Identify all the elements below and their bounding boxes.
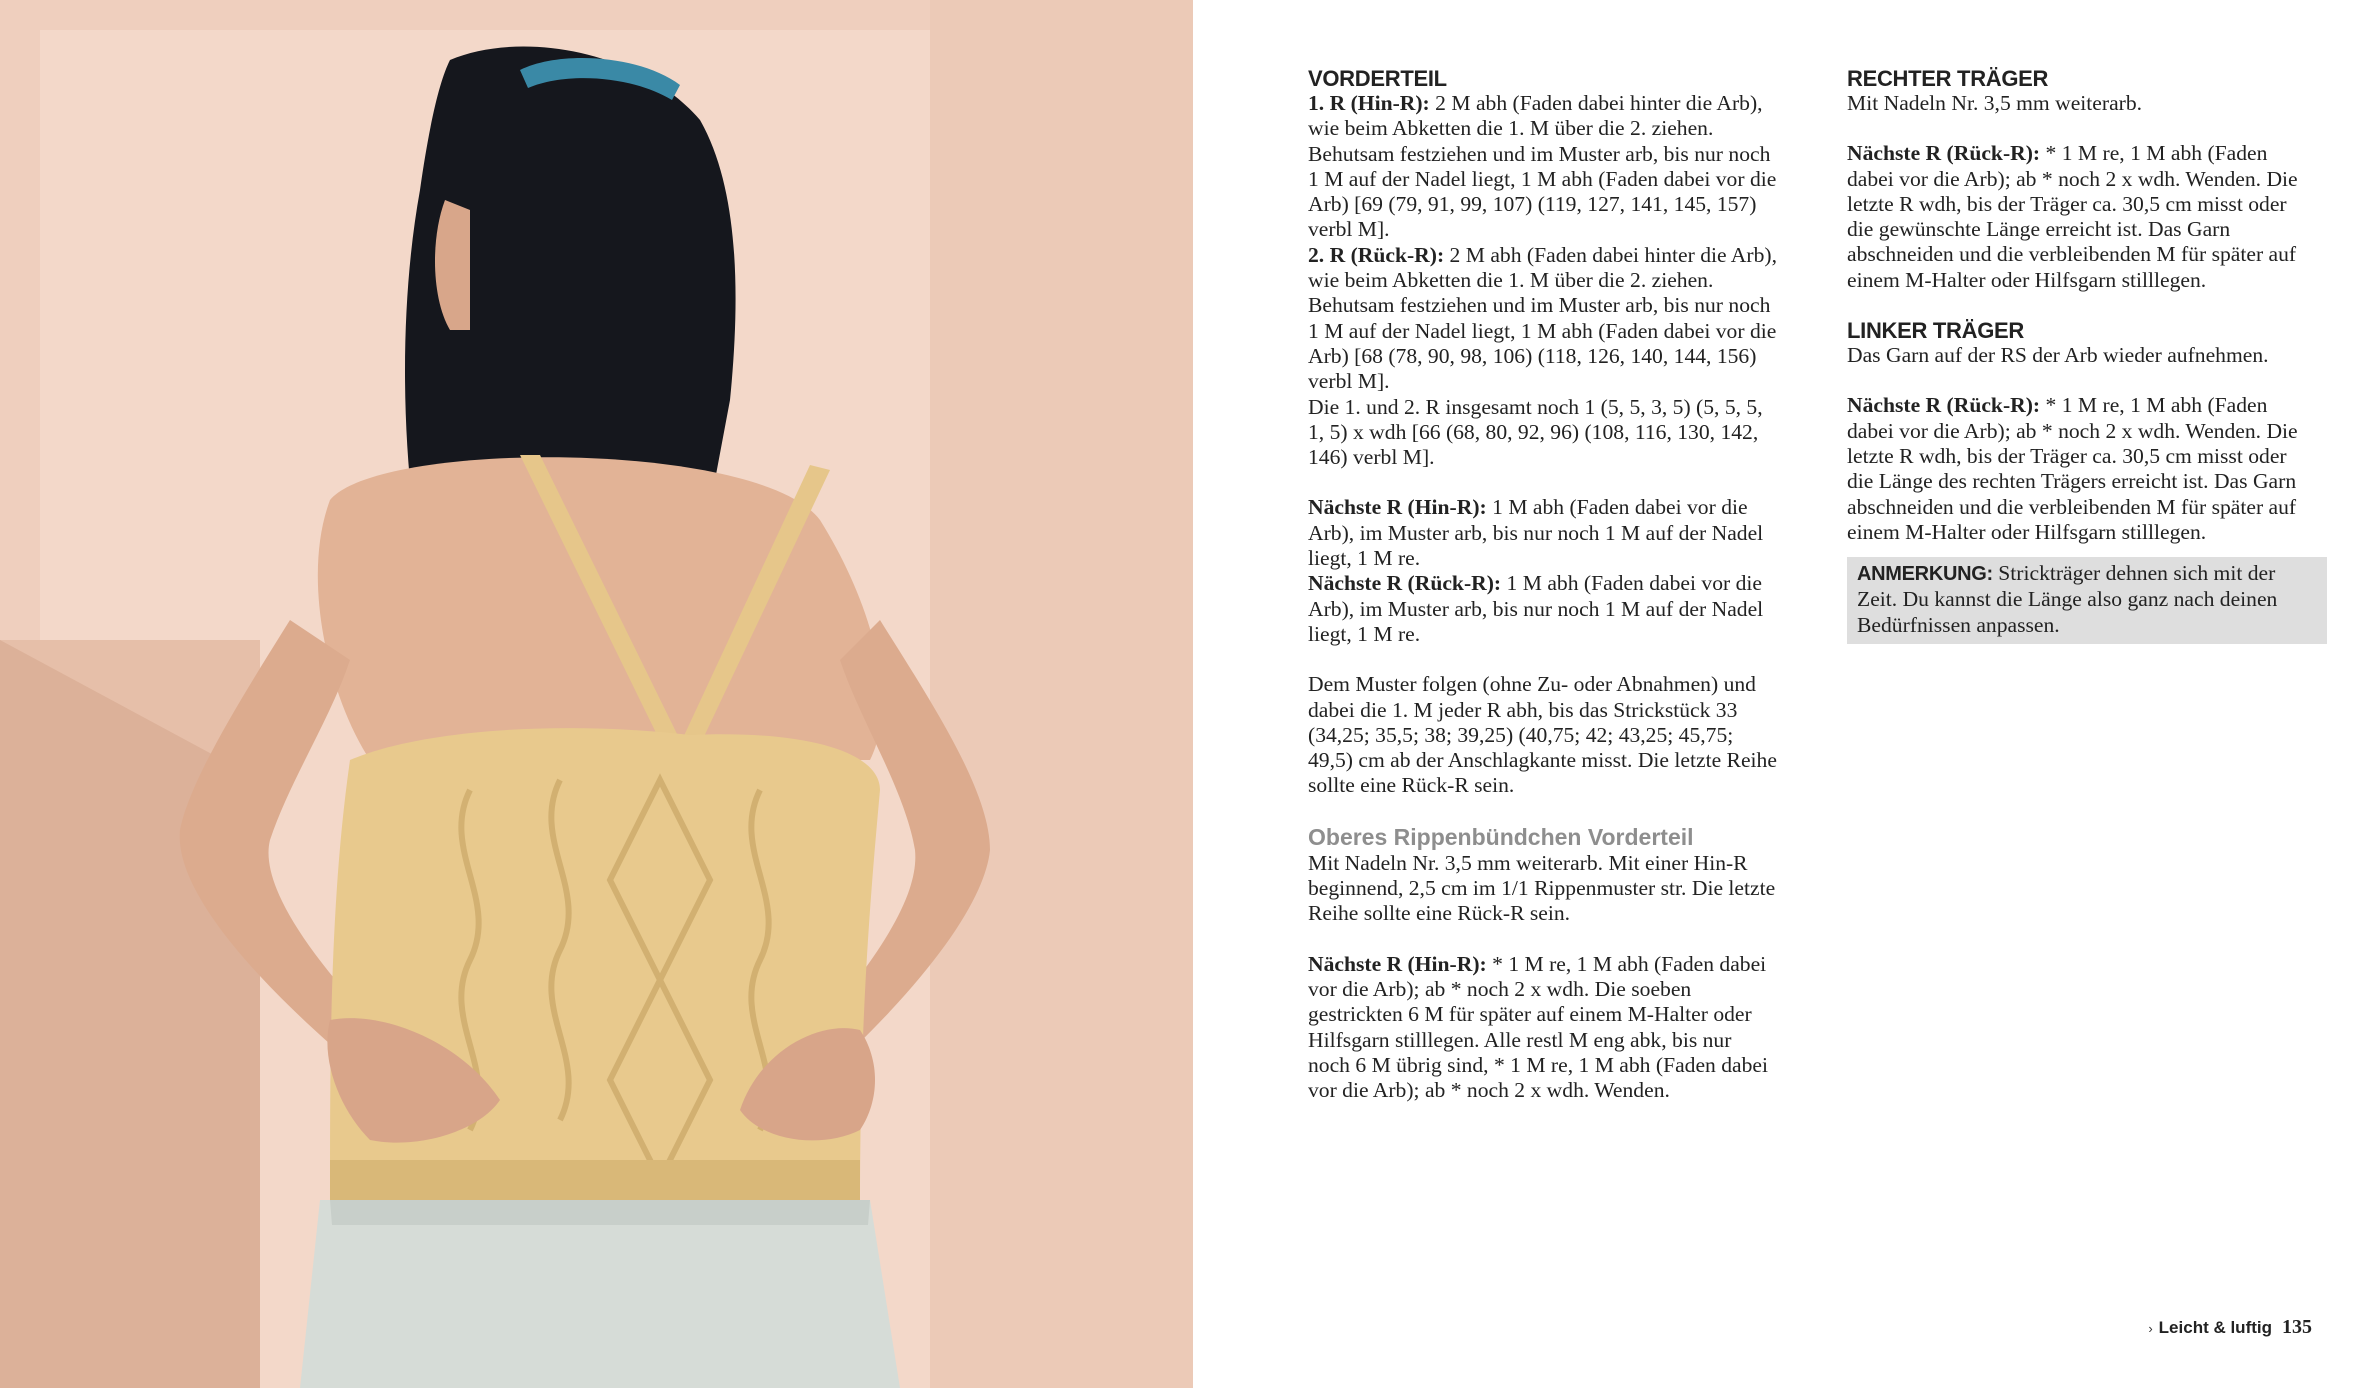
row-label: Nächste R (Hin-R): (1308, 951, 1487, 976)
row-text: * 1 M re, 1 M abh (Faden dabei vor die Arb); ab * noch 2 x wdh. Wenden. Die letzte R wdh, bis der Träger ca. 30,5 cm misst oder die Länge des rechten Trägers erreicht ist. Das Garn abschneiden und die verbleibenden M für später auf einem M-Halter oder Hilfsgarn stilllegen. (1847, 393, 2298, 544)
footer-section-title: Leicht & luftig (2158, 1318, 2272, 1337)
rechter-intro: Mit Nadeln Nr. 3,5 mm weiterarb. (1847, 91, 2143, 115)
section-heading-linker-traeger: LINKER TRÄGER (1847, 318, 2024, 344)
row-instruction (1308, 91, 1778, 243)
row-text: 1 M abh (Faden dabei vor die Arb), im Muster arb, bis nur noch 1 M auf der Nadel liegt, 1 M re. (1308, 571, 1764, 646)
row-text: 2 M abh (Faden dabei hinter die Arb), wie beim Abketten die 1. M über die 2. ziehen. Behutsam festziehen und im Muster arb, bis nur noch 1 M auf der Nadel liegt, 1 M abh (Faden dabei vor die Arb) [69 (79, 91, 99, 107) (119, 127, 141, 145, 157) verbl M]. (1308, 91, 1777, 242)
page-number: 135 (2282, 1316, 2312, 1338)
section-heading-rechter-traeger: RECHTER TRÄGER (1847, 66, 2049, 91)
row-label: 1. R (Hin-R): (1308, 91, 1430, 115)
page-footer (2148, 1316, 2312, 1339)
subheading-rippenbuendchen: Oberes Rippenbündchen Vorderteil (1308, 823, 1694, 850)
row-label: Nächste R (Hin-R): (1308, 495, 1487, 520)
row-text: * 1 M re, 1 M abh (Faden dabei vor die Arb); ab * noch 2 x wdh. Die soeben gestrickten 6 M für später auf einem M-Halter oder Hilfsgarn stilllegen. Alle restl M eng abk, bis nur noch 6 M übrig sind, * 1 M re, 1 M abh (Faden dabei vor die Arb); ab * noch 2 x wdh. Wenden. (1308, 951, 1768, 1103)
row-label: 2. R (Rück-R): (1308, 242, 1445, 267)
row-text: 2 M abh (Faden dabei hinter die Arb), wie beim Abketten die 1. M über die 2. ziehen. Behutsam festziehen und im Muster arb, bis nur noch 1 M auf der Nadel liegt, 1 M abh (Faden dabei vor die Arb) [68 (78, 90, 98, 106) (118, 126, 140, 144, 156) verbl M]. (1308, 242, 1777, 394)
pattern-instruction: Dem Muster folgen (ohne Zu- oder Abnahmen) und dabei die 1. M jeder R abh, bis das Strickstück 33 (34,25; 35,5; 38; 39,25) (40,75; 42; 43,25; 45,75; 49,5) cm ab der Anschlagkante misst. Die letzte Reihe sollte eine Rück-R sein. (1308, 672, 1777, 798)
right-text-column (1847, 66, 2317, 644)
row-label: Nächste R (Rück-R): (1308, 571, 1502, 596)
row-instruction (1847, 393, 2317, 545)
row-text: 1 M abh (Faden dabei vor die Arb), im Muster arb, bis nur noch 1 M auf der Nadel liegt, 1 M re. (1308, 495, 1764, 571)
section-heading-vorderteil: VORDERTEIL (1308, 66, 1447, 91)
row-label: Nächste R (Rück-R): (1847, 141, 2041, 166)
row-instruction (1308, 243, 1778, 395)
row-label: Nächste R (Rück-R): (1847, 393, 2041, 418)
note-text: Strickträger dehnen sich mit der Zeit. Du kannst die Länge also ganz nach deinen Bedürfnissen anpassen. (1857, 561, 2278, 637)
note-box (1847, 557, 2327, 644)
rippen-intro: Mit Nadeln Nr. 3,5 mm weiterarb. Mit einer Hin-R beginnend, 2,5 cm im 1/1 Rippenmuster str. Die letzte Reihe sollte eine Rück-R sein. (1308, 850, 1776, 926)
repeat-instruction: Die 1. und 2. R insgesamt noch 1 (5, 5, 3, 5) (5, 5, 5, 1, 5) x wdh [66 (68, 80, 92, 96) (108, 116, 130, 142, 146) verbl M]. (1308, 394, 1763, 470)
row-text: * 1 M re, 1 M abh (Faden dabei vor die Arb); ab * noch 2 x wdh. Wenden. Die letzte R wdh, bis der Träger ca. 30,5 cm misst oder die gewünschte Länge erreicht ist. Das Garn abschneiden und die verbleibenden M für später auf einem M-Halter oder Hilfsgarn stilllegen. (1847, 141, 2298, 292)
left-text-column (1308, 66, 1778, 1103)
linker-intro: Das Garn auf der RS der Arb wieder aufnehmen. (1847, 343, 2269, 368)
chevron-right-icon: › (2148, 1321, 2153, 1336)
row-instruction (1308, 571, 1778, 647)
row-instruction (1308, 952, 1778, 1104)
row-instruction (1847, 141, 2317, 293)
note-keyword: ANMERKUNG: (1857, 563, 1993, 586)
row-instruction (1308, 495, 1778, 571)
